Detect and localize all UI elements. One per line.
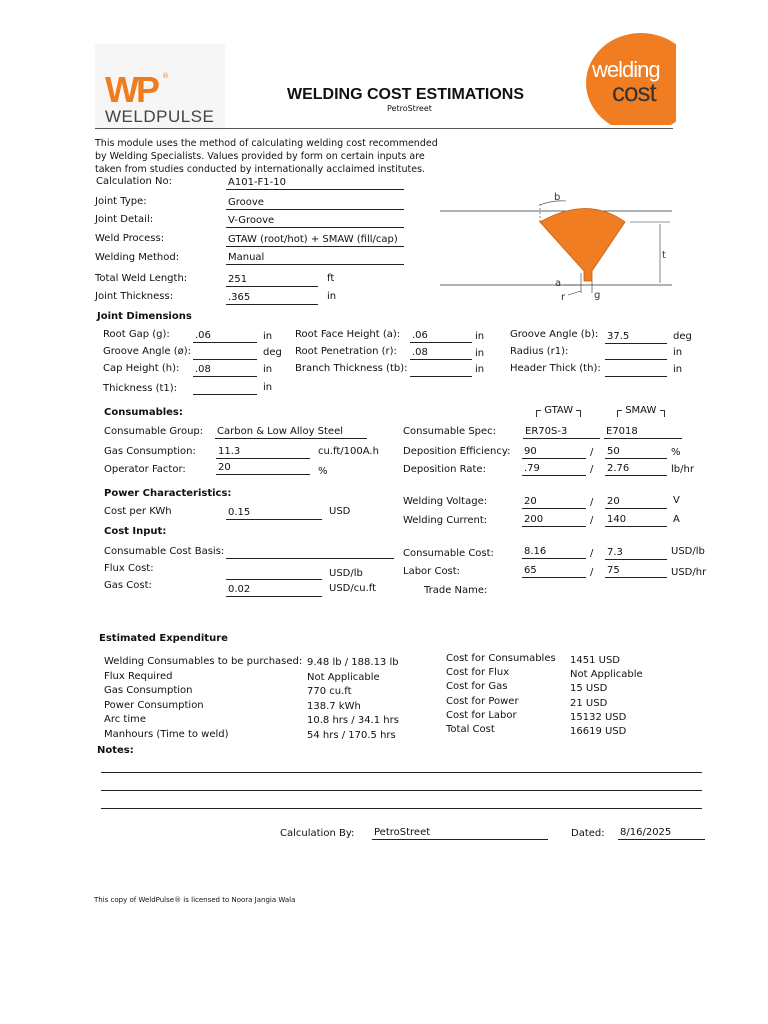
- weld-bead-shape: [540, 209, 625, 282]
- expenditure-label: Gas Consumption: [104, 685, 193, 696]
- welding-voltage-unit: V: [673, 495, 680, 506]
- expenditure-right-labels: [446, 652, 556, 737]
- root-gap-unit: in: [263, 331, 273, 342]
- cost-value: 15132 USD: [570, 711, 627, 723]
- cost-label: Cost for Power: [446, 695, 519, 707]
- weld-method-field[interactable]: Manual: [226, 251, 404, 265]
- welding-voltage-smaw-field[interactable]: 20: [605, 495, 667, 509]
- gas-consumption-unit: cu.ft/100A.h: [318, 446, 379, 457]
- cost-label: Cost for Gas: [446, 681, 508, 693]
- consumables-title: Consumables:: [104, 407, 183, 418]
- deposition-rate-label: Deposition Rate:: [403, 464, 486, 475]
- welding-voltage-gtaw-field[interactable]: 20: [522, 495, 586, 509]
- consumable-cost-basis-field[interactable]: [226, 545, 394, 559]
- root-face-field[interactable]: .06: [410, 329, 472, 343]
- thickness-field[interactable]: .365: [226, 291, 318, 305]
- root-pen-unit: in: [475, 348, 485, 359]
- expenditure-label: Welding Consumables to be purchased:: [104, 656, 303, 667]
- consumable-cost-unit: USD/lb: [671, 546, 705, 557]
- cap-height-field[interactable]: .08: [193, 363, 257, 377]
- deposition-efficiency-label: Deposition Efficiency:: [403, 446, 511, 457]
- welding-voltage-label: Welding Voltage:: [403, 496, 488, 507]
- thickness-label: Joint Thickness:: [95, 291, 174, 302]
- calculation-by-field[interactable]: PetroStreet: [372, 826, 548, 840]
- welding-current-smaw-field[interactable]: 140: [605, 513, 667, 527]
- calc-no-field[interactable]: A101-F1-10: [226, 176, 404, 190]
- expenditure-left-labels: [104, 655, 302, 742]
- consumable-cost-label: Consumable Cost:: [403, 548, 494, 559]
- logo-letters: WP: [105, 69, 157, 110]
- page-subtitle: PetroStreet: [387, 104, 432, 113]
- consumable-group-label: Consumable Group:: [104, 426, 204, 437]
- consumable-spec-gtaw-field[interactable]: ER70S-3: [523, 425, 600, 439]
- consumable-spec-label: Consumable Spec:: [403, 426, 497, 437]
- gtaw-header-text: GTAW: [544, 405, 574, 416]
- consumable-cost-basis-label: Consumable Cost Basis:: [104, 546, 225, 557]
- diagram-label-r: r: [561, 292, 566, 303]
- header-thick-unit: in: [673, 364, 683, 375]
- groove-angle-o-unit: deg: [263, 347, 282, 358]
- operator-factor-label: Operator Factor:: [104, 464, 186, 475]
- expenditure-value: 10.8 hrs / 34.1 hrs: [307, 715, 399, 726]
- expenditure-value: 54 hrs / 170.5 hrs: [307, 729, 396, 741]
- radius-unit: in: [673, 347, 683, 358]
- diagram-label-b: b: [554, 192, 561, 203]
- labor-cost-unit: USD/hr: [671, 567, 707, 578]
- root-pen-label: Root Penetration (r):: [295, 346, 397, 357]
- groove-angle-o-label: Groove Angle (ø):: [103, 346, 192, 357]
- calculation-by-label: Calculation By:: [280, 828, 355, 839]
- groove-angle-b-field[interactable]: 37.5: [605, 330, 667, 344]
- gas-cost-field[interactable]: 0.02: [226, 583, 322, 597]
- trade-name-label: Trade Name:: [424, 585, 488, 596]
- joint-detail-field[interactable]: V-Groove: [226, 214, 404, 228]
- radius-field[interactable]: [605, 346, 667, 360]
- expenditure-label: Power Consumption: [104, 699, 204, 711]
- cost-value: Not Applicable: [570, 669, 643, 681]
- cap-height-label: Cap Height (h):: [103, 363, 180, 374]
- diagram-label-a: a: [555, 278, 562, 289]
- cost-input-title: Cost Input:: [104, 526, 167, 537]
- weld-method-label: Welding Method:: [95, 252, 180, 263]
- cost-label: Cost for Consumables: [446, 653, 556, 664]
- cost-per-kwh-unit: USD: [329, 506, 351, 517]
- operator-factor-field[interactable]: 20: [216, 461, 310, 475]
- power-title: Power Characteristics:: [104, 488, 232, 499]
- expenditure-title: Estimated Expenditure: [99, 633, 228, 644]
- cost-label: Cost for Flux: [446, 667, 510, 679]
- welding-current-gtaw-field[interactable]: 200: [522, 513, 586, 527]
- cost-value: 1451 USD: [570, 655, 620, 666]
- welding-current-label: Welding Current:: [403, 515, 488, 526]
- notes-line[interactable]: [101, 808, 702, 809]
- diagram-label-t: t: [662, 250, 666, 261]
- consumable-cost-gtaw-field[interactable]: 8.16: [522, 545, 586, 559]
- consumable-group-field[interactable]: Carbon & Low Alloy Steel: [215, 425, 367, 439]
- labor-cost-gtaw-field[interactable]: 65: [522, 564, 586, 578]
- calc-no-label: Calculation No:: [96, 176, 172, 187]
- root-pen-field[interactable]: .08: [410, 346, 472, 360]
- weld-length-label: Total Weld Length:: [95, 273, 188, 284]
- labor-cost-smaw-field[interactable]: 75: [605, 564, 667, 578]
- notes-line[interactable]: [101, 772, 702, 773]
- badge-text-cost: cost: [612, 77, 656, 107]
- groove-angle-o-field[interactable]: [193, 346, 257, 360]
- thickness-t1-field[interactable]: [193, 381, 257, 395]
- deposition-rate-unit: lb/hr: [671, 464, 694, 475]
- cost-label: Cost for Labor: [446, 709, 517, 721]
- cost-value: 21 USD: [570, 697, 608, 709]
- branch-thickness-label: Branch Thickness (tb):: [295, 363, 408, 374]
- deposition-efficiency-smaw-field[interactable]: 50: [605, 445, 667, 459]
- expenditure-value: 770 cu.ft: [307, 686, 352, 697]
- gas-consumption-field[interactable]: 11.3: [216, 445, 310, 459]
- welding-voltage-slash: /: [590, 497, 594, 508]
- smaw-header-text: SMAW: [625, 405, 657, 416]
- root-gap-field[interactable]: .06: [193, 329, 257, 343]
- expenditure-label: Manhours (Time to weld): [104, 728, 229, 740]
- gas-consumption-label: Gas Consumption:: [104, 446, 196, 457]
- branch-thickness-unit: in: [475, 364, 485, 375]
- logo-brand: WELDPULSE: [105, 107, 215, 126]
- welding-current-slash: /: [590, 515, 594, 526]
- header-thick-label: Header Thick (th):: [510, 363, 601, 374]
- weldpulse-logo: [95, 44, 225, 130]
- joint-type-label: Joint Type:: [95, 196, 147, 207]
- root-face-label: Root Face Height (a):: [295, 329, 401, 340]
- gtaw-column-header: [536, 405, 581, 417]
- cost-label: Total Cost: [446, 724, 495, 736]
- intro-text: This module uses the method of calculating welding cost recommended by Welding Specialists. Values provided by form on certain inputs are taken from studies conducted by internationally acclaimed institutes.: [95, 138, 438, 175]
- license-text: This copy of WeldPulse® is licensed to Noora Jangia Wala: [94, 896, 296, 904]
- deposition-rate-smaw-field[interactable]: 2.76: [605, 462, 667, 476]
- deposition-rate-slash: /: [590, 464, 594, 475]
- expenditure-right-values: [570, 654, 643, 739]
- flux-cost-field[interactable]: [226, 566, 322, 580]
- deposition-efficiency-slash: /: [590, 447, 594, 458]
- cost-per-kwh-field[interactable]: 0.15: [226, 506, 322, 520]
- thickness-t1-label: Thickness (t1):: [103, 383, 178, 394]
- notes-line[interactable]: [101, 790, 702, 791]
- weld-length-field[interactable]: 251: [226, 273, 318, 287]
- logo-registered-mark: ®: [162, 72, 169, 80]
- cost-value: 15 USD: [570, 683, 608, 695]
- operator-factor-unit: %: [318, 466, 328, 477]
- deposition-efficiency-gtaw-field[interactable]: 90: [522, 445, 586, 459]
- consumable-cost-slash: /: [590, 548, 594, 559]
- welding-cost-badge: [586, 33, 676, 125]
- dated-label: Dated:: [571, 828, 605, 839]
- joint-dimensions-title: Joint Dimensions: [97, 311, 192, 322]
- expenditure-label: Flux Required: [104, 670, 173, 682]
- expenditure-value: Not Applicable: [307, 671, 380, 683]
- groove-angle-b-unit: deg: [673, 331, 692, 342]
- branch-thickness-field[interactable]: [410, 363, 472, 377]
- weld-process-field[interactable]: GTAW (root/hot) + SMAW (fill/cap): [226, 233, 404, 247]
- welding-current-unit: A: [673, 514, 680, 525]
- weld-length-unit: ft: [327, 273, 335, 284]
- expenditure-left-values: [307, 656, 399, 743]
- header-thick-field[interactable]: [605, 363, 667, 377]
- gas-cost-unit: USD/cu.ft: [329, 583, 377, 594]
- thickness-t1-unit: in: [263, 382, 273, 393]
- smaw-column-header: [617, 405, 665, 417]
- labor-cost-label: Labor Cost:: [403, 566, 461, 577]
- page-title: WELDING COST ESTIMATIONS: [287, 86, 525, 103]
- expenditure-value: 9.48 lb / 188.13 lb: [307, 657, 399, 668]
- weld-process-label: Weld Process:: [95, 233, 165, 244]
- dated-field[interactable]: 8/16/2025: [618, 826, 705, 840]
- diagram-label-g: g: [594, 290, 601, 301]
- gas-cost-label: Gas Cost:: [104, 580, 152, 591]
- cap-height-unit: in: [263, 364, 273, 375]
- cost-value: 16619 USD: [570, 726, 627, 738]
- flux-cost-unit: USD/lb: [329, 568, 363, 579]
- cost-per-kwh-label: Cost per KWh: [104, 506, 172, 517]
- consumable-cost-smaw-field[interactable]: 7.3: [605, 546, 667, 560]
- deposition-efficiency-unit: %: [671, 447, 681, 458]
- consumable-spec-smaw-field[interactable]: E7018: [604, 425, 682, 439]
- expenditure-value: 138.7 kWh: [307, 700, 361, 712]
- header-rule: [95, 128, 673, 129]
- badge-text-welding: welding: [592, 57, 660, 82]
- notes-title: Notes:: [97, 745, 134, 756]
- joint-detail-label: Joint Detail:: [95, 214, 154, 225]
- deposition-rate-gtaw-field[interactable]: .79: [522, 462, 586, 476]
- labor-cost-slash: /: [590, 567, 594, 578]
- joint-type-field[interactable]: Groove: [226, 196, 404, 210]
- groove-angle-b-label: Groove Angle (b):: [510, 329, 599, 340]
- root-face-unit: in: [475, 331, 485, 342]
- radius-label: Radius (r1):: [510, 346, 569, 357]
- thickness-unit: in: [327, 291, 337, 302]
- root-gap-label: Root Gap (g):: [103, 329, 170, 340]
- flux-cost-label: Flux Cost:: [104, 563, 154, 574]
- expenditure-label: Arc time: [104, 714, 147, 725]
